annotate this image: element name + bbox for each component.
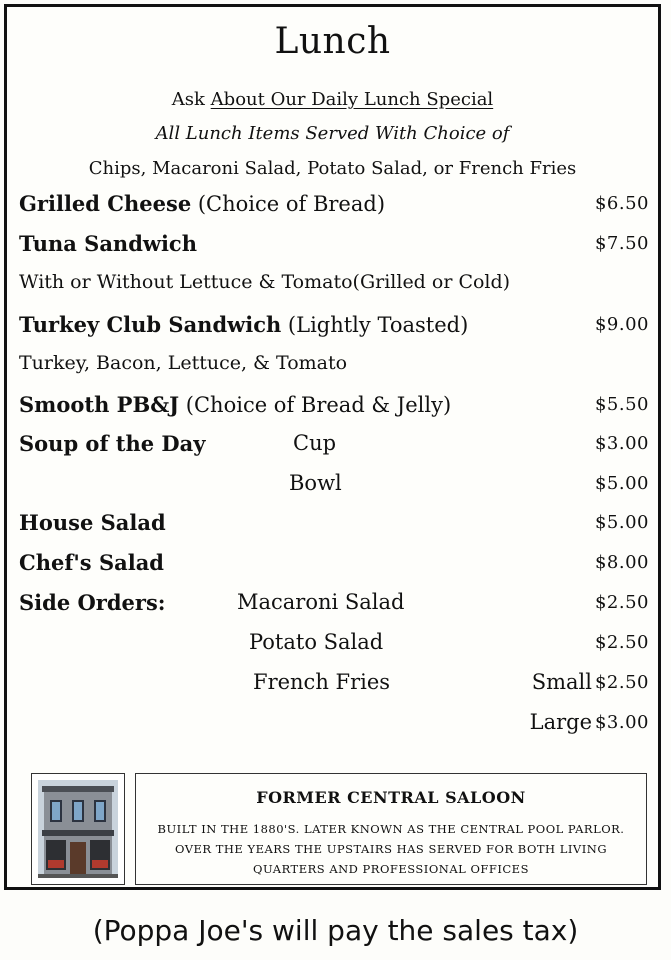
item-price: $8.00 [594, 552, 649, 573]
side-fries: French Fries [253, 670, 391, 694]
side-potato: Potato Salad [249, 630, 384, 654]
menu-item-house-salad [19, 510, 649, 542]
side-orders-fries-large [19, 710, 649, 742]
item-desc: (Choice of Bread) [191, 192, 386, 216]
special-underlined: About Our Daily Lunch Special [210, 89, 494, 110]
soup-bowl-label: Bowl [289, 471, 342, 495]
item-price: $6.50 [594, 193, 649, 214]
item-price: $3.00 [594, 433, 649, 454]
menu-item-turkey-club [19, 312, 649, 344]
item-name: Soup of the Day [19, 431, 206, 456]
building-icon [38, 780, 118, 878]
side-macaroni: Macaroni Salad [237, 590, 405, 614]
item-price: $2.50 [594, 672, 649, 693]
item-price: $5.50 [594, 394, 649, 415]
menu-item-chefs-salad [19, 550, 649, 582]
fries-size-small: Small [531, 670, 592, 694]
item-price: $7.50 [594, 233, 649, 254]
history-line-2: OVER THE YEARS THE UPSTAIRS HAS SERVED FOR BOTH LIVING [174, 842, 608, 856]
tuna-note [19, 271, 649, 303]
item-name: Tuna Sandwich [19, 231, 197, 256]
item-price: $5.00 [594, 512, 649, 533]
item-price: $2.50 [594, 592, 649, 613]
menu-item-soup-cup [19, 431, 649, 463]
item-note: With or Without Lettuce & Tomato(Grilled or Cold) [19, 271, 511, 293]
item-note: Turkey, Bacon, Lettuce, & Tomato [19, 352, 348, 374]
side-orders-fries-small [19, 670, 649, 702]
menu-item-grilled-cheese [19, 191, 649, 223]
saloon-heading: FORMER CENTRAL SALOON [256, 788, 526, 807]
item-desc: (Lightly Toasted) [281, 313, 469, 337]
side-orders-label: Side Orders: [19, 590, 166, 615]
saloon-history-box [135, 773, 647, 885]
item-name: Smooth PB&J [19, 392, 180, 417]
daily-special-line [7, 89, 658, 110]
info-panel [31, 773, 649, 889]
item-price: $9.00 [594, 314, 649, 335]
item-desc: (Choice of Bread & Jelly) [179, 393, 452, 417]
side-orders-potato [19, 630, 649, 662]
saloon-photo [31, 773, 125, 885]
item-price: $2.50 [594, 632, 649, 653]
item-name: Turkey Club Sandwich [19, 312, 282, 337]
item-name: House Salad [19, 510, 166, 535]
menu-title: Lunch [274, 21, 391, 62]
menu-item-pbj [19, 392, 649, 424]
fries-size-large: Large [529, 710, 592, 734]
item-name: Grilled Cheese [19, 191, 192, 216]
menu-item-soup-bowl [19, 471, 649, 503]
side-choices-line: Chips, Macaroni Salad, Potato Salad, or French Fries [88, 158, 577, 179]
sales-tax-note: (Poppa Joe's will pay the sales tax) [92, 914, 579, 947]
history-line-1: BUILT IN THE 1880'S. LATER KNOWN AS THE CENTRAL POOL PARLOR. [157, 822, 625, 836]
served-with-line: All Lunch Items Served With Choice of [155, 123, 510, 144]
special-prefix: Ask [171, 89, 211, 110]
item-price: $5.00 [594, 473, 649, 494]
turkey-club-note [19, 352, 649, 384]
menu-item-tuna [19, 231, 649, 263]
side-orders-macaroni [19, 590, 649, 622]
history-line-3: QUARTERS AND PROFESSIONAL OFFICES [253, 862, 529, 876]
saloon-history-text [136, 819, 646, 879]
item-price: $3.00 [594, 712, 649, 733]
item-name: Chef's Salad [19, 550, 164, 575]
menu-frame [4, 4, 661, 890]
soup-cup-label: Cup [293, 431, 337, 455]
